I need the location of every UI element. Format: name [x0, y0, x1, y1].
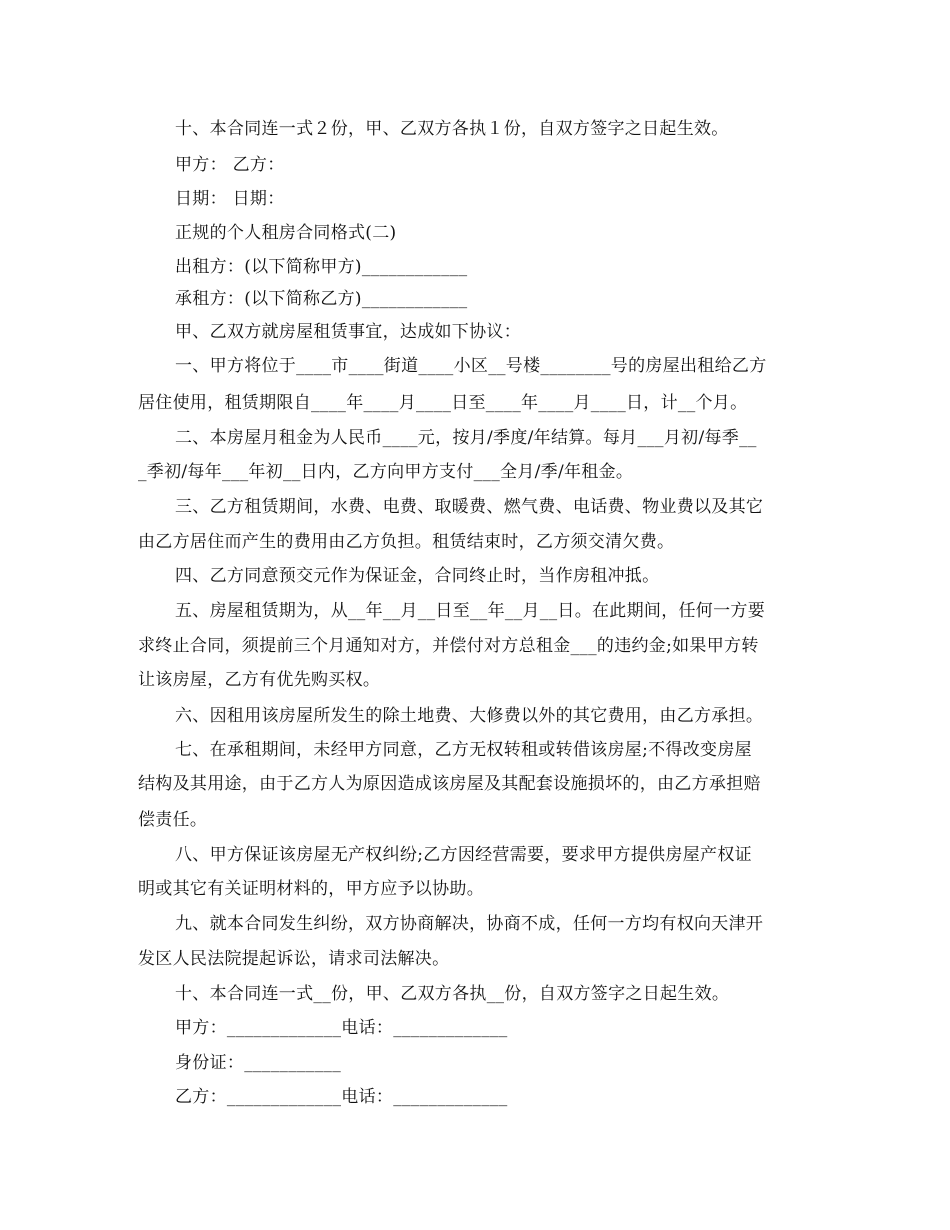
- text-line: 甲方：_____________电话：_____________: [175, 1018, 508, 1038]
- text-line: 甲、乙双方就房屋租赁事宜，达成如下协议：: [175, 322, 521, 342]
- text-line: 六、因租用该房屋所发生的除土地费、大修费以外的其它费用，由乙方承担。: [175, 706, 764, 726]
- text-line: _季初/每年___年初__日内，乙方向甲方支付___全月/季/年租金。: [138, 462, 634, 482]
- text-line: 让该房屋，乙方有优先购买权。: [138, 670, 381, 690]
- text-line: 身份证：___________: [175, 1053, 341, 1073]
- text-line: 五、房屋租赁期为，从__年__月__日至__年__月__日。在此期间，任何一方要: [175, 601, 765, 621]
- text-line: 居住使用，租赁期限自____年____月____日至____年____月____日，计__个月。: [138, 393, 748, 413]
- text-line: 偿责任。: [138, 810, 208, 830]
- text-line: 求终止合同，须提前三个月通知对方，并偿付对方总租金___的违约金;如果甲方转: [138, 636, 759, 656]
- text-line: 十、本合同连一式２份，甲、乙双方各执１份，自双方签字之日起生效。: [175, 119, 729, 139]
- text-line: 二、本房屋月租金为人民币____元，按月/季度/年结算。每月___月初/每季__: [175, 428, 757, 448]
- text-line: 日期： 日期：: [175, 189, 285, 209]
- text-line: 出租方：(以下简称甲方)____________: [175, 257, 468, 277]
- text-line: 正规的个人租房合同格式(二): [175, 223, 397, 243]
- text-line: 承租方：(以下简称乙方)____________: [175, 289, 468, 309]
- text-line: 甲方： 乙方：: [175, 155, 285, 175]
- text-line: 十、本合同连一式__份，甲、乙双方各执__份，自双方签字之日起生效。: [175, 984, 730, 1004]
- text-line: 三、乙方租赁期间，水费、电费、取暖费、燃气费、电话费、物业费以及其它: [175, 497, 764, 517]
- text-line: 发区人民法院提起诉讼，请求司法解决。: [138, 949, 450, 969]
- text-line: 明或其它有关证明材料的，甲方应予以协助。: [138, 879, 484, 899]
- text-line: 四、乙方同意预交元作为保证金，合同终止时，当作房租冲抵。: [175, 566, 660, 586]
- text-line: 一、甲方将位于____市____街道____小区__号楼________号的房屋出租给乙方: [175, 356, 767, 376]
- text-line: 结构及其用途，由于乙方人为原因造成该房屋及其配套设施损坏的，由乙方承担赔: [138, 774, 761, 794]
- text-line: 九、就本合同发生纠纷，双方协商解决，协商不成，任何一方均有权向天津开: [175, 914, 764, 934]
- text-line: 由乙方居住而产生的费用由乙方负担。租赁结束时，乙方须交清欠费。: [138, 532, 675, 552]
- text-line: 七、在承租期间，未经甲方同意，乙方无权转租或转借该房屋;不得改变房屋: [175, 740, 752, 760]
- text-line: 乙方：_____________电话：_____________: [175, 1087, 508, 1107]
- text-line: 八、甲方保证该房屋无产权纠纷;乙方因经营需要，要求甲方提供房屋产权证: [175, 845, 752, 865]
